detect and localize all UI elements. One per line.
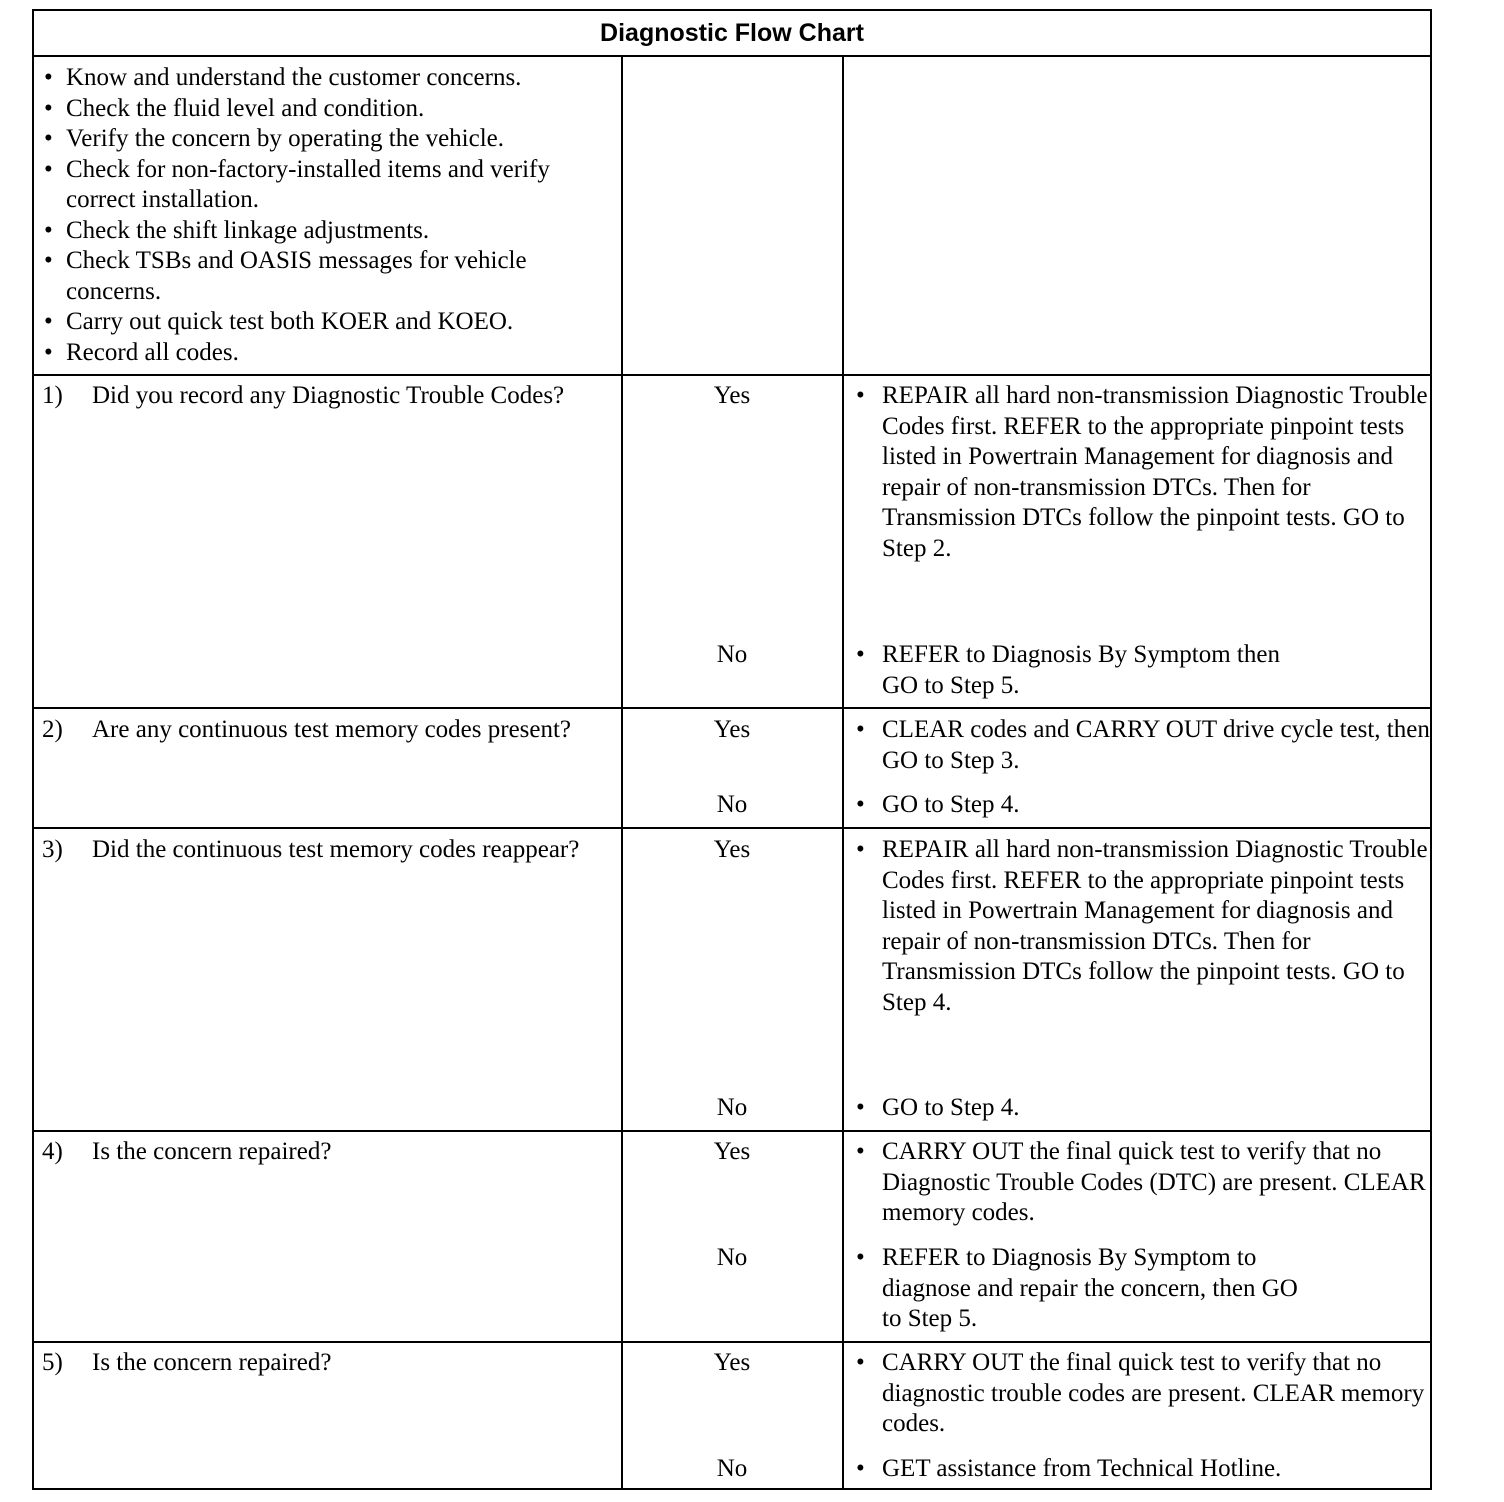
no-action: • REFER to Diagnosis By Symptom to diagnose and repair the concern, then GO to Step 5. bbox=[856, 1244, 1298, 1332]
preliminary-checklist bbox=[42, 63, 612, 368]
bullet-icon: • bbox=[44, 308, 53, 335]
no-label: No bbox=[716, 1455, 748, 1482]
checklist-item: • Check the fluid level and condition. bbox=[42, 94, 612, 125]
step-question: 4) Is the concern repaired? bbox=[42, 1138, 332, 1165]
step-question: 2) Are any continuous test memory codes present? bbox=[42, 716, 572, 743]
bullet-icon: • bbox=[856, 1349, 865, 1376]
bullet-icon: • bbox=[44, 216, 53, 244]
checklist-item: • Record all codes. bbox=[42, 338, 612, 369]
bullet-icon: • bbox=[856, 716, 865, 743]
bullet-icon: • bbox=[44, 247, 53, 274]
checklist-item: • Know and understand the customer concerns. bbox=[42, 63, 612, 94]
yes-action: • CARRY OUT the final quick test to verify that no diagnostic trouble codes are present. CLEAR memory codes. bbox=[856, 1349, 1425, 1437]
bullet-icon: • bbox=[856, 1138, 865, 1165]
bullet-icon: • bbox=[856, 641, 865, 668]
bullet-icon: • bbox=[856, 791, 865, 818]
checklist-item: • Check the shift linkage adjustments. bbox=[42, 216, 612, 247]
no-label: No bbox=[716, 1094, 748, 1121]
yes-action: • REPAIR all hard non-transmission Diagnostic Trouble Codes first. REFER to the appropriate pinpoint tests listed in Powertrain Management for diagnosis and repair of non-transmission DTCs. Then for Transmission DTCs follow the pinpoint tests. GO to Step 4. bbox=[856, 836, 1428, 1016]
bullet-icon: • bbox=[856, 1455, 865, 1482]
bullet-icon: • bbox=[856, 836, 865, 863]
row-divider bbox=[34, 1130, 1430, 1132]
yes-label: Yes bbox=[713, 1138, 751, 1165]
yes-label: Yes bbox=[713, 1349, 751, 1376]
no-action: • GO to Step 4. bbox=[856, 790, 1450, 821]
yes-action: • CLEAR codes and CARRY OUT drive cycle test, then GO to Step 3. bbox=[856, 716, 1430, 774]
diagnostic-flow-chart bbox=[32, 9, 1432, 1490]
checklist-item: • Verify the concern by operating the vehicle. bbox=[42, 124, 612, 155]
yes-label: Yes bbox=[713, 382, 751, 409]
checklist-item: • Check for non-factory-installed items and verify correct installation. bbox=[44, 155, 550, 213]
row-divider bbox=[34, 827, 1430, 829]
step-question: 3) Did the continuous test memory codes reappear? bbox=[42, 836, 580, 863]
bullet-icon: • bbox=[44, 64, 53, 91]
no-action: • GET assistance from Technical Hotline. bbox=[856, 1454, 1450, 1485]
row-divider bbox=[34, 1341, 1430, 1343]
no-label: No bbox=[716, 641, 748, 668]
column-divider bbox=[842, 57, 844, 1488]
checklist-item: • Check TSBs and OASIS messages for vehicle concerns. bbox=[44, 247, 527, 305]
no-label: No bbox=[716, 791, 748, 818]
yes-action: • CARRY OUT the final quick test to verify that no Diagnostic Trouble Codes (DTC) are present. CLEAR memory codes. bbox=[856, 1138, 1426, 1226]
yes-action: • REPAIR all hard non-transmission Diagnostic Trouble Codes first. REFER to the appropriate pinpoint tests listed in Powertrain Management for diagnosis and repair of non-transmission DTCs. Then for Transmission DTCs follow the pinpoint tests. GO to Step 2. bbox=[856, 382, 1428, 562]
step-question: 1) Did you record any Diagnostic Trouble Codes? bbox=[42, 382, 565, 409]
row-divider bbox=[34, 374, 1430, 376]
step-question: 5) Is the concern repaired? bbox=[42, 1349, 332, 1376]
bullet-icon: • bbox=[44, 338, 53, 366]
no-label: No bbox=[716, 1244, 748, 1271]
bullet-icon: • bbox=[856, 382, 865, 409]
no-action: • REFER to Diagnosis By Symptom then GO to Step 5. bbox=[856, 641, 1280, 699]
bullet-icon: • bbox=[44, 125, 53, 152]
checklist-item: • Carry out quick test both KOER and KOEO. bbox=[42, 307, 612, 338]
bullet-icon: • bbox=[44, 94, 53, 122]
bullet-icon: • bbox=[856, 1244, 865, 1271]
bullet-icon: • bbox=[856, 1094, 865, 1121]
yes-label: Yes bbox=[713, 716, 751, 743]
no-action: • GO to Step 4. bbox=[856, 1093, 1450, 1124]
bullet-icon: • bbox=[44, 155, 53, 183]
chart-title: Diagnostic Flow Chart bbox=[34, 11, 1430, 57]
yes-label: Yes bbox=[713, 836, 751, 863]
row-divider bbox=[34, 707, 1430, 709]
